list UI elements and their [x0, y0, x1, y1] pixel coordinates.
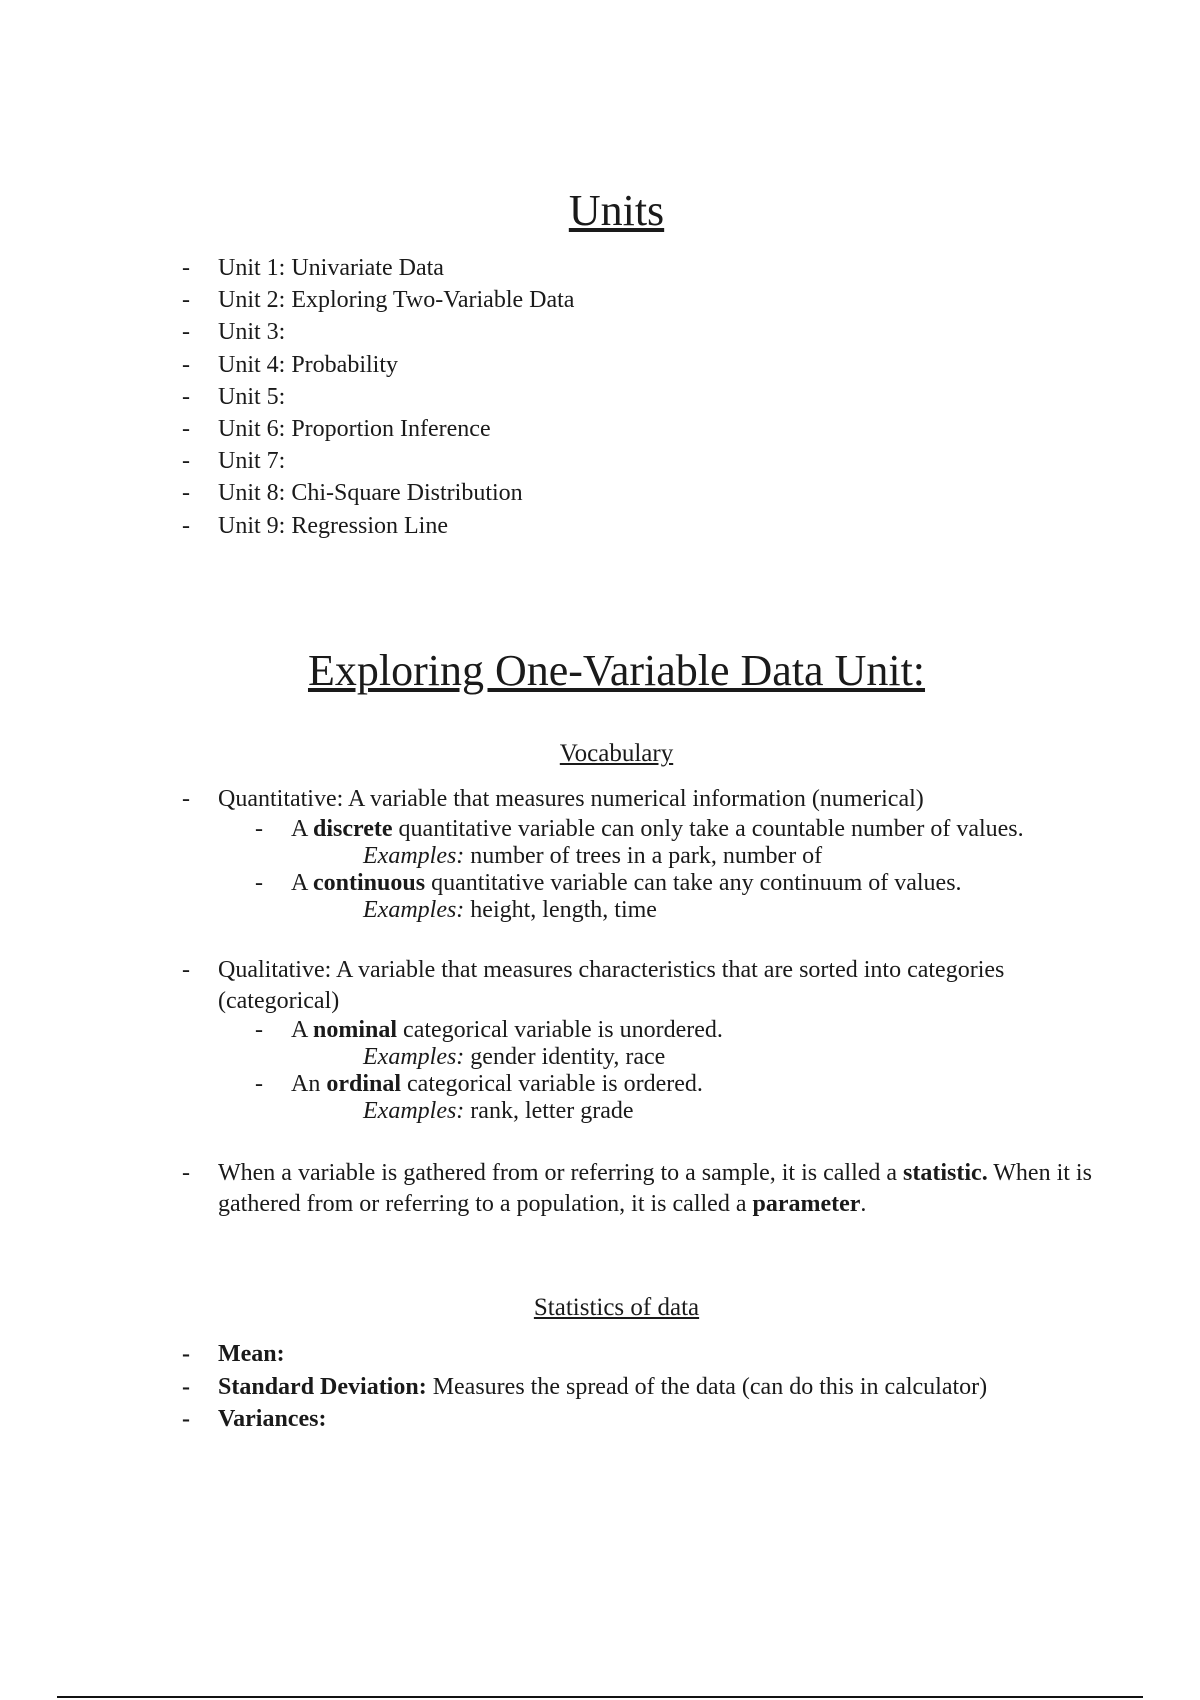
- unit-item: - Unit 8: Chi-Square Distribution: [218, 477, 574, 509]
- nominal-examples: Examples: gender identity, race: [363, 1044, 666, 1070]
- continuous-examples: Examples: height, length, time: [363, 897, 657, 923]
- statistic-parameter-definition: - When a variable is gathered from or referring to a sample, it is called a statistic. When it is gathered from or referring to a population, it is called a parameter.: [218, 1158, 1098, 1220]
- unit-item: - Unit 4: Probability: [218, 349, 574, 381]
- unit-item: - Unit 1: Univariate Data: [218, 252, 574, 284]
- quantitative-block: [218, 784, 1098, 924]
- discrete-definition: - A discrete quantitative variable can only take a countable number of values.: [291, 816, 1098, 843]
- variances-item: - Variances:: [218, 1403, 987, 1436]
- vocabulary-heading: Vocabulary: [559, 740, 674, 767]
- unit-item: - Unit 5:: [218, 381, 574, 413]
- ordinal-definition: - An ordinal categorical variable is ordered.: [291, 1071, 1098, 1098]
- unit-item: - Unit 9: Regression Line: [218, 510, 574, 542]
- bottom-divider: [57, 1696, 1143, 1698]
- continuous-definition: - A continuous quantitative variable can take any continuum of values.: [291, 870, 1098, 897]
- statistic-parameter-block: [218, 1158, 1098, 1220]
- section-heading: Exploring One-Variable Data Unit:: [307, 646, 926, 695]
- units-heading: Units: [568, 186, 665, 235]
- unit-item: - Unit 7:: [218, 445, 574, 477]
- qualitative-block: [218, 955, 1098, 1125]
- standard-deviation-item: - Standard Deviation: Measures the spread of the data (can do this in calculator): [218, 1371, 987, 1404]
- statistics-heading: Statistics of data: [533, 1294, 700, 1321]
- qualitative-definition: - Qualitative: A variable that measures characteristics that are sorted into categories (categorical): [218, 955, 1098, 1017]
- mean-item: - Mean:: [218, 1338, 987, 1371]
- statistics-list: [218, 1338, 987, 1436]
- quantitative-definition: - Quantitative: A variable that measures numerical information (numerical): [218, 784, 1098, 815]
- unit-item: - Unit 6: Proportion Inference: [218, 413, 574, 445]
- discrete-examples: Examples: number of trees in a park, number of: [363, 843, 823, 869]
- unit-item: - Unit 2: Exploring Two-Variable Data: [218, 284, 574, 316]
- unit-item: - Unit 3:: [218, 316, 574, 348]
- nominal-definition: - A nominal categorical variable is unordered.: [291, 1017, 1098, 1044]
- units-list: [218, 252, 574, 542]
- ordinal-examples: Examples: rank, letter grade: [363, 1098, 634, 1124]
